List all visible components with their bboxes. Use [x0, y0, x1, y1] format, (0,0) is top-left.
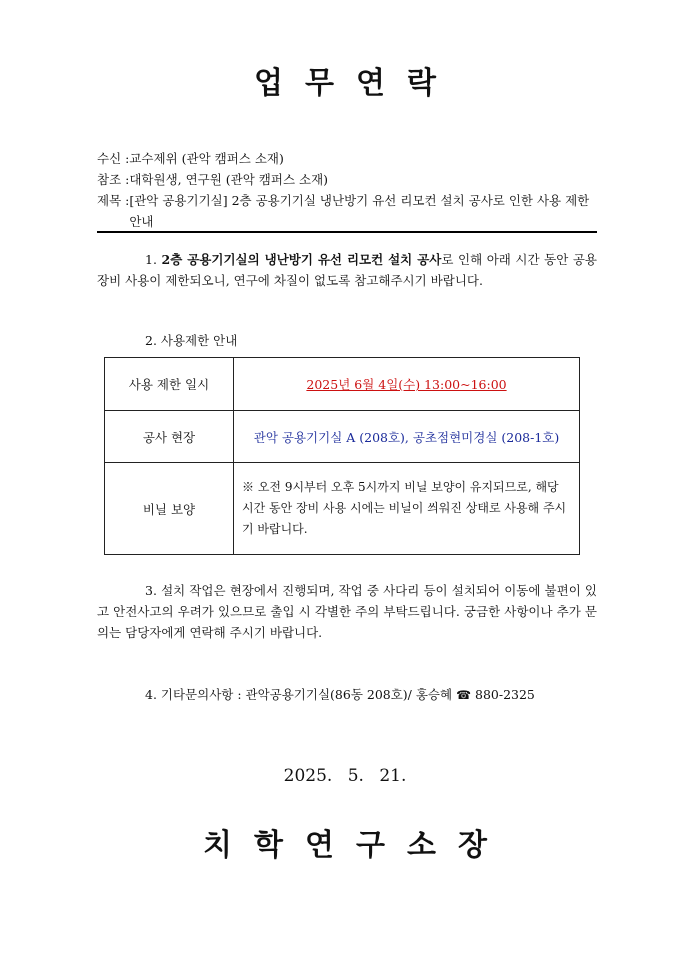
- time-label: 사용 제한 일시: [105, 358, 234, 411]
- para1-rest: 로 인해 아래 시간 동안 공용장비 사용이 제한되오니, 연구에 차질이 없도록 참고해주시기 바랍니다.: [97, 252, 598, 288]
- document-title: 업무연락: [254, 66, 458, 101]
- phone-icon: ☎: [456, 688, 472, 702]
- recipient-row: [97, 148, 597, 169]
- recipient-value: 교수제위 (관악 캠퍼스 소재): [129, 151, 284, 166]
- time-row: [105, 358, 580, 411]
- paragraph-1: [97, 249, 597, 291]
- para1-bold: 2층 공용기기실의 냉난방기 유선 리모컨 설치 공사: [161, 252, 442, 267]
- cover-label: 비닐 보양: [105, 463, 234, 555]
- cover-value: ※ 오전 9시부터 오후 5시까지 비닐 보양이 유지되므로, 해당 시간 동안 장비 사용 시에는 비닐이 씌워진 상태로 사용해 주시기 바랍니다.: [234, 463, 580, 555]
- site-row: [105, 411, 580, 463]
- reference-key: 참조 :: [97, 172, 130, 187]
- para1-prefix: 1.: [145, 252, 162, 267]
- recipient-key: 수신 :: [97, 151, 130, 166]
- reference-value: 대학원생, 연구원 (관악 캠퍼스 소재): [129, 172, 329, 187]
- cover-row: [105, 463, 580, 555]
- reference-row: [97, 169, 597, 190]
- paragraph-3: 3. 설치 작업은 현장에서 진행되며, 작업 중 사다리 등이 설치되어 이동에 불편이 있고 안전사고의 우려가 있으므로 출입 시 각별한 주의 부탁드립니다. 궁금한 사항이나 추가 문의는 담당자에게 연락해 주시기 바랍니다.: [97, 583, 597, 640]
- issuer-signature: 치학연구소장: [203, 828, 509, 863]
- header-divider: [97, 231, 597, 233]
- section-4-contact: [145, 685, 535, 703]
- subject-key: 제목 :: [97, 193, 130, 208]
- meta-block: [97, 148, 597, 232]
- time-value: 2025년 6월 4일(수) 13:00~16:00: [234, 358, 580, 411]
- document-date: 2025. 5. 21.: [283, 766, 407, 786]
- section-2-heading: 2. 사용제한 안내: [145, 333, 238, 348]
- site-label: 공사 현장: [105, 411, 234, 463]
- subject-row: [97, 190, 597, 232]
- site-value: 관악 공용기기실 A (208호), 공초점현미경실 (208-1호): [234, 411, 580, 463]
- restriction-table: [104, 357, 580, 555]
- subject-value: [관악 공용기기실] 2층 공용기기실 냉난방기 유선 리모컨 설치 공사로 인한 사용 제한 안내: [129, 193, 590, 229]
- contact-phone: 880-2325: [471, 687, 535, 702]
- contact-text: 4. 기타문의사항 : 관악공용기기실(86동 208호)/ 홍승혜: [145, 687, 457, 702]
